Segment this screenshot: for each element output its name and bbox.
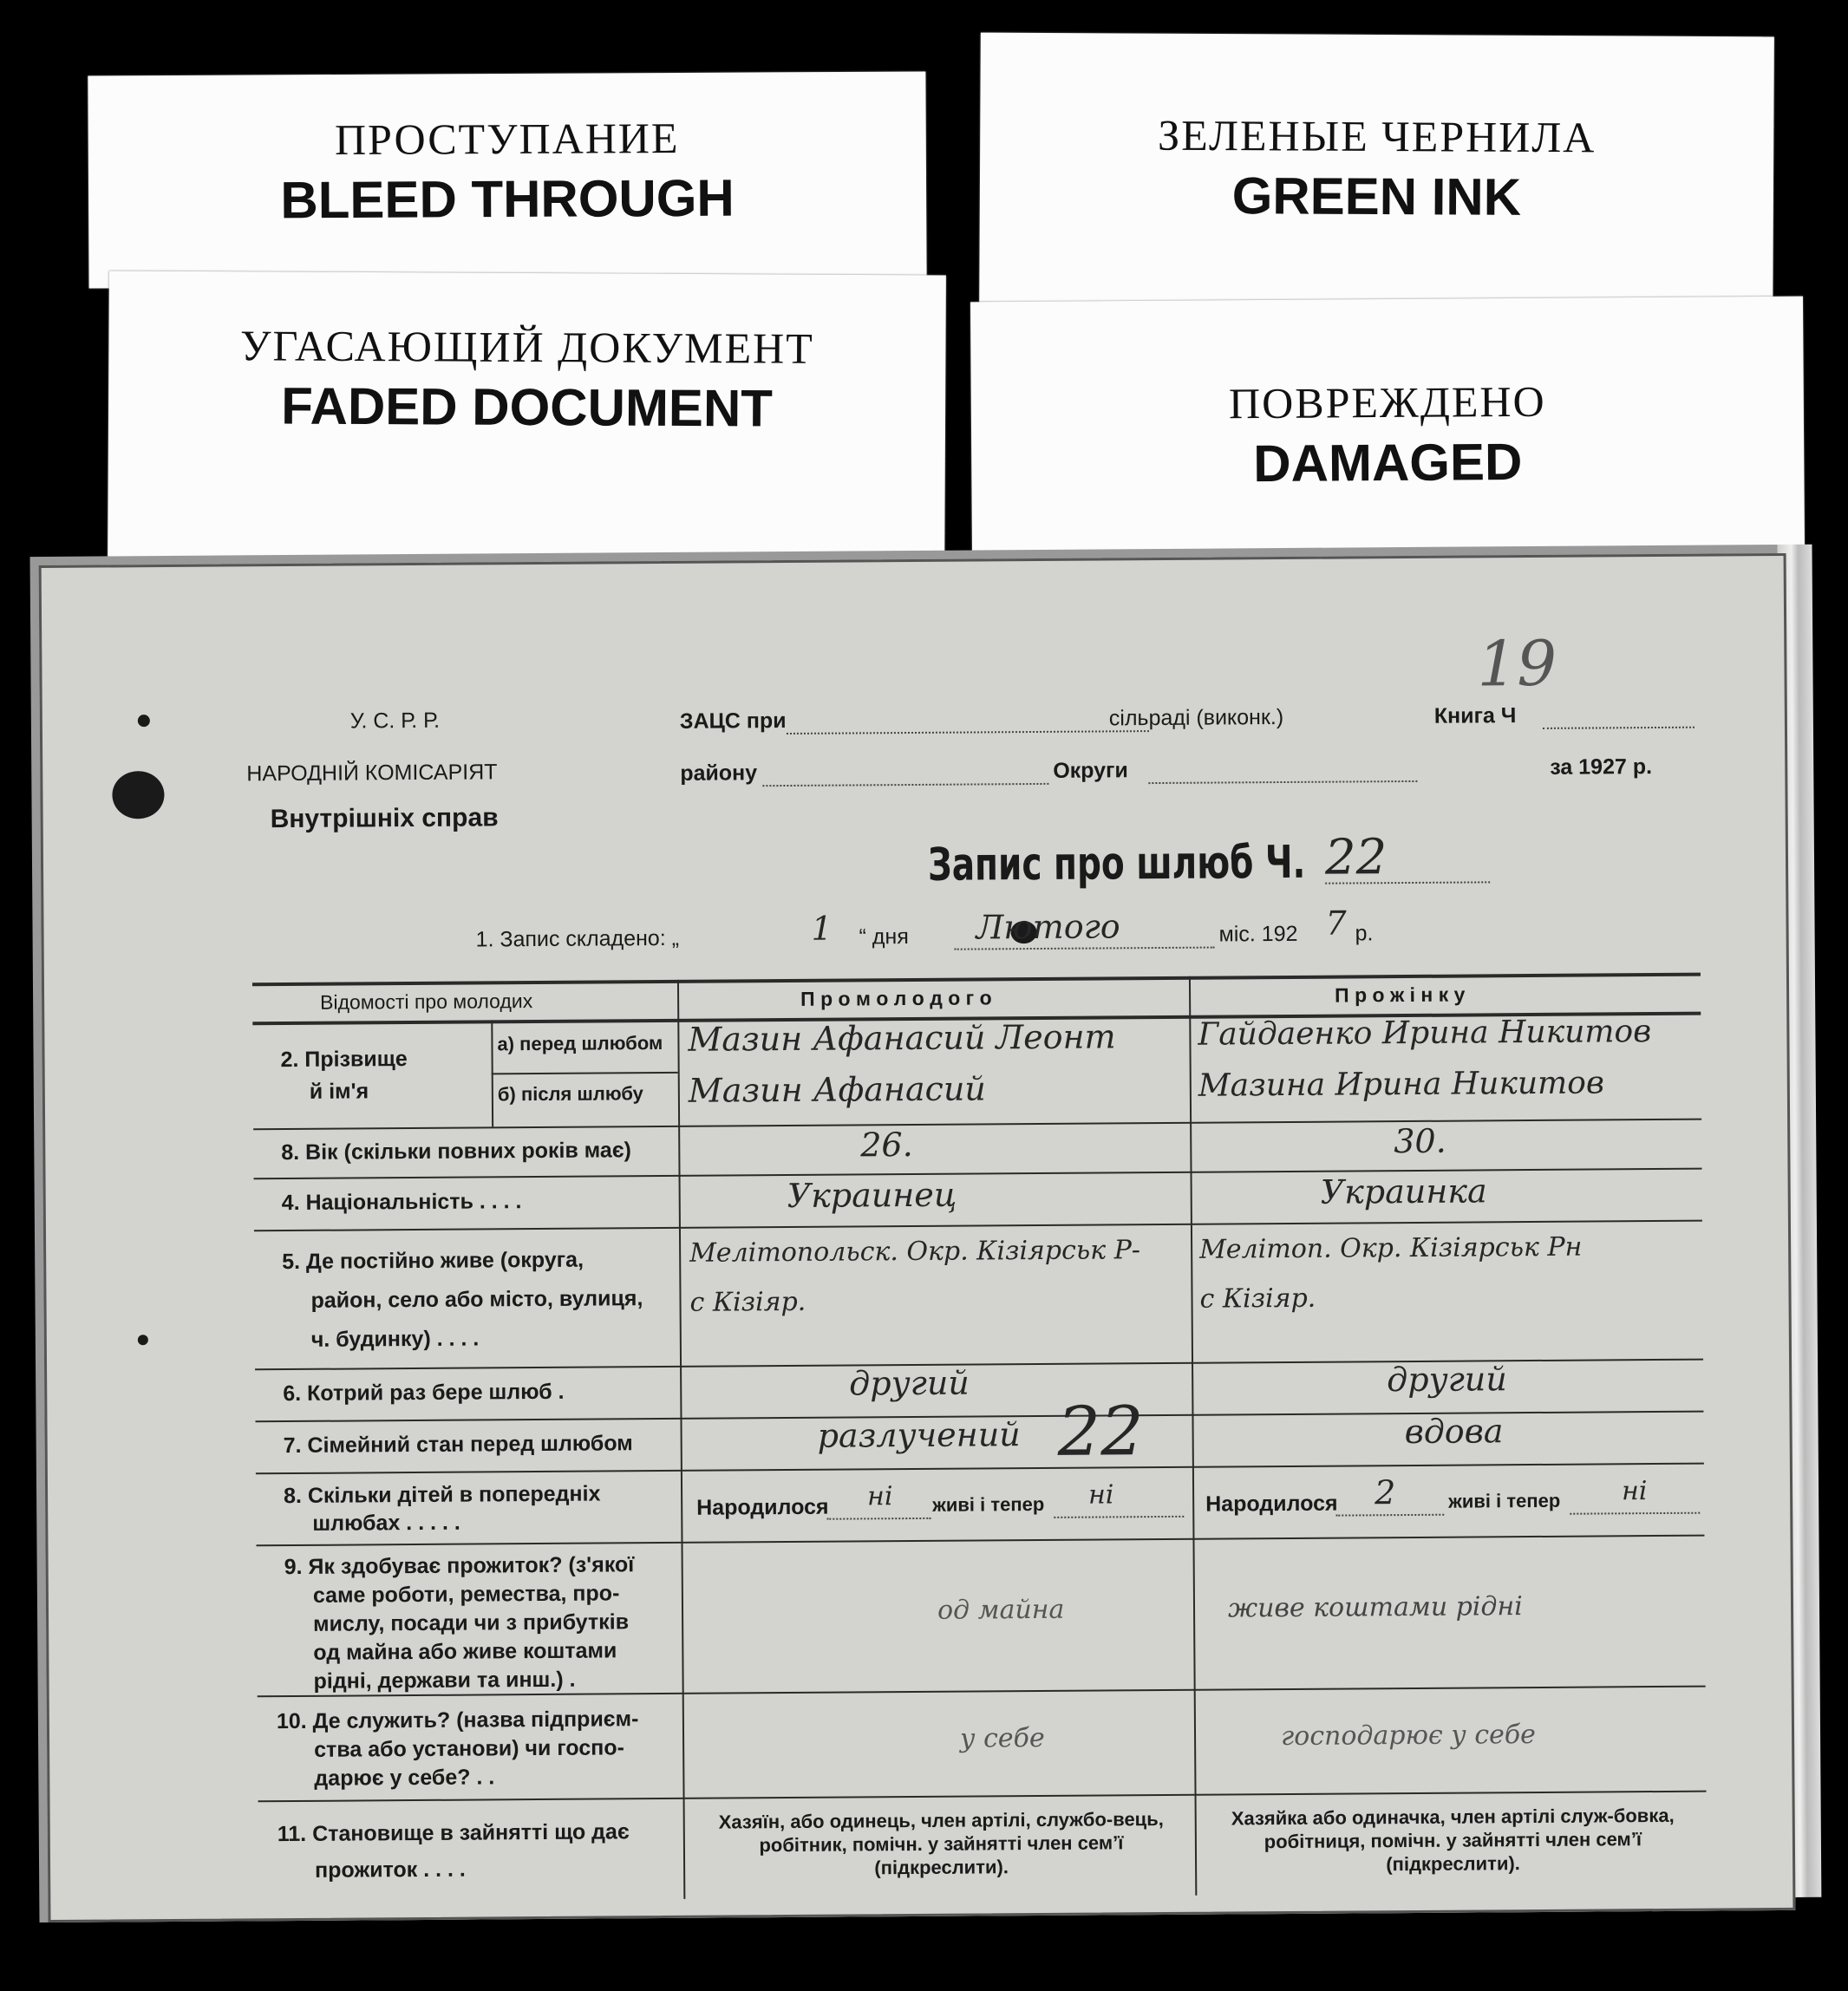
row-workplace-label-2: ства або установи) чи госпо- [314, 1735, 624, 1762]
card-ru-label: ПОВРЕЖДЕНО [1228, 376, 1546, 428]
subrow-rule [492, 1072, 678, 1075]
marriage-record-page [30, 545, 1796, 1922]
card-ru-label: ПРОСТУПАНИЕ [334, 113, 680, 165]
row-workplace-label-3: дарює у себе? . . [314, 1765, 495, 1791]
bride-marital-status: вдова [1404, 1412, 1504, 1452]
document-sheet [39, 553, 1796, 1922]
bride-alive-value: ні [1621, 1476, 1648, 1507]
groom-alive-value: ні [1087, 1479, 1114, 1511]
groom-born-line [826, 1518, 931, 1520]
groom-occupation-options: Хазяїн, або одинець, член артілі, службо-вець, робітник, помічн. у зайнятті член семʼї (підкреслити). [718, 1807, 1164, 1879]
groom-alive-line [1054, 1516, 1184, 1518]
big-record-number: 22 [1057, 1393, 1145, 1472]
groom-workplace: у себе [959, 1722, 1045, 1754]
okrugy-line [1148, 780, 1417, 784]
ink-stain [112, 771, 164, 819]
row-marital-status-label: 7. Сімейний стан перед шлюбом [283, 1431, 633, 1459]
record-number-line [1325, 881, 1490, 884]
row-marriage-count-label: 6. Котрий раз бере шлюб . [283, 1379, 565, 1407]
column-divider [1189, 976, 1197, 1896]
card-en-label: DAMAGED [1253, 432, 1523, 493]
table-rule [254, 1220, 1702, 1232]
rayon-line [762, 783, 1048, 787]
col-header-bride: П р о ж і н к у [1335, 982, 1466, 1007]
groom-name-before: Мазин Афанасий Леонт [688, 1017, 1116, 1059]
row-workplace-label-1: 10. Де служить? (назва підприєм- [276, 1707, 639, 1734]
punch-hole [138, 1335, 148, 1345]
row-income-label-5: рідні, держави та инш.) . [313, 1667, 576, 1694]
col-header-groom: П р о м о л о д о г о [800, 986, 992, 1010]
bride-age: 30. [1394, 1121, 1446, 1161]
table-rule [256, 1535, 1704, 1547]
before-marriage-label: а) перед шлюбом [497, 1032, 663, 1055]
bride-born-label: Народилося [1205, 1491, 1338, 1517]
book-label: Книга Ч [1433, 703, 1517, 728]
bride-income: живе коштами рідні [1227, 1591, 1523, 1624]
zags-line [787, 730, 1149, 734]
bride-workplace: господарює у себе [1280, 1719, 1537, 1753]
row-income-label-3: мислу, посади чи з прибутків [313, 1609, 630, 1636]
page-number: 19 [1477, 626, 1557, 701]
table-rule [258, 1791, 1707, 1803]
record-year-label: міс. 192 [1218, 921, 1298, 947]
groom-alive-label: живі і тепер [932, 1492, 1045, 1516]
bride-nationality: Украинка [1320, 1172, 1487, 1211]
punch-hole [138, 715, 150, 727]
notice-card-bleed-through [88, 71, 926, 288]
internal-affairs-label: Внутрішніх справ [270, 803, 499, 834]
groom-income: од майна [937, 1594, 1065, 1626]
record-month: Лютого [976, 907, 1120, 947]
row-occupation-label-2: прожиток . . . . [315, 1857, 466, 1883]
notice-card-damaged [970, 297, 1805, 558]
groom-residence-1: Мелітопольск. Окр. Кізіярськ Р- [689, 1235, 1141, 1269]
bride-residence-1: Мелітоп. Окр. Кізіярськ Рн [1199, 1231, 1583, 1265]
record-number: 22 [1324, 829, 1388, 886]
row-nationality-label: 4. Національність . . . . [281, 1189, 522, 1216]
silradi-label: сільраді (виконк.) [1108, 705, 1284, 731]
after-marriage-label: б) після шлюбу [497, 1082, 643, 1106]
groom-marriage-count: другий [849, 1363, 970, 1403]
bride-born-line [1335, 1514, 1444, 1517]
table-rule [256, 1463, 1704, 1475]
row-income-label-1: 9. Як здобуває прожиток? (з'якої [284, 1552, 635, 1580]
ussr-label: У. С. Р. Р. [349, 708, 441, 734]
row-age-label: 8. Вік (скільки повних років має) [281, 1138, 632, 1165]
notice-card-faded-document [108, 271, 946, 574]
bride-name-after: Мазина Ирина Никитов [1198, 1065, 1604, 1104]
record-r-label: р. [1355, 921, 1374, 946]
groom-residence-2: с Кізіяр. [689, 1286, 806, 1318]
row-income-label-2: саме роботи, ремества, про- [312, 1581, 620, 1608]
table-rule [252, 973, 1701, 987]
row-children-label-1: 8. Скільки дітей в попередніх [283, 1481, 601, 1509]
col-header-info: Відомості про молодих [320, 989, 533, 1014]
groom-name-after: Мазин Афанасий [688, 1069, 986, 1110]
groom-born-label: Народилося [696, 1494, 829, 1520]
groom-marital-status: разлучений [817, 1415, 1021, 1455]
record-title: Запис про шлюб Ч. [927, 836, 1306, 891]
bride-occupation-options: Хазяйка або одиначка, член артілі служ-бовка, робітниця, помічн. у зайнятті член семʼї (підкреслити). [1231, 1804, 1675, 1876]
card-ru-label: УГАСАЮЩИЙ ДОКУМЕНТ [240, 321, 814, 373]
bride-name-before: Гайдаенко Ирина Никитов [1198, 1014, 1652, 1053]
row-children-label-2: шлюбах . . . . . [312, 1510, 460, 1536]
book-line [1543, 727, 1695, 729]
row-occupation-label-1: 11. Становище в зайнятті що дає [277, 1819, 630, 1847]
record-day: 1 [811, 909, 833, 948]
row-residence-label-3: ч. будинку) . . . . [310, 1326, 480, 1352]
bride-marriage-count: другий [1387, 1360, 1507, 1400]
record-year-digit: 7 [1325, 904, 1347, 943]
row-surname-label-2: й ім'я [309, 1079, 369, 1104]
table-rule [253, 1119, 1701, 1131]
bride-born-value: 2 [1374, 1473, 1396, 1512]
commissariat-label: НАРОДНІЙ КОМІСАРІЯТ [246, 760, 498, 787]
card-ru-label: ЗЕЛЕНЫЕ ЧЕРНИЛА [1157, 110, 1597, 162]
row-surname-label: 2. Прізвище [280, 1047, 408, 1073]
okrugy-label: Округи [1053, 758, 1128, 783]
groom-born-value: ні [866, 1481, 893, 1512]
card-en-label: GREEN INK [1231, 166, 1522, 226]
notice-card-green-ink [979, 33, 1774, 323]
row-income-label-4: од майна або живе коштами [313, 1638, 617, 1665]
record-date-label: 1. Запис складено: „ [475, 925, 680, 952]
row-residence-label-2: район, село або місто, вулиця, [310, 1286, 643, 1313]
bride-alive-line [1570, 1512, 1700, 1515]
row-residence-label-1: 5. Де постійно живе (округа, [282, 1247, 584, 1275]
groom-nationality: Украинец [787, 1175, 957, 1216]
record-day-sep: “ дня [859, 924, 909, 950]
zags-label: ЗАЦС при [679, 708, 787, 734]
bride-residence-2: с Кізіяр. [1199, 1283, 1316, 1315]
card-en-label: FADED DOCUMENT [281, 376, 774, 438]
column-divider [677, 980, 685, 1899]
groom-age: 26. [860, 1125, 913, 1165]
card-en-label: BLEED THROUGH [280, 168, 735, 230]
record-month-line [955, 947, 1215, 950]
bride-alive-label: живі і тепер [1448, 1489, 1561, 1512]
year-label: за 1927 р. [1550, 754, 1653, 780]
rayon-label: району [680, 760, 758, 786]
